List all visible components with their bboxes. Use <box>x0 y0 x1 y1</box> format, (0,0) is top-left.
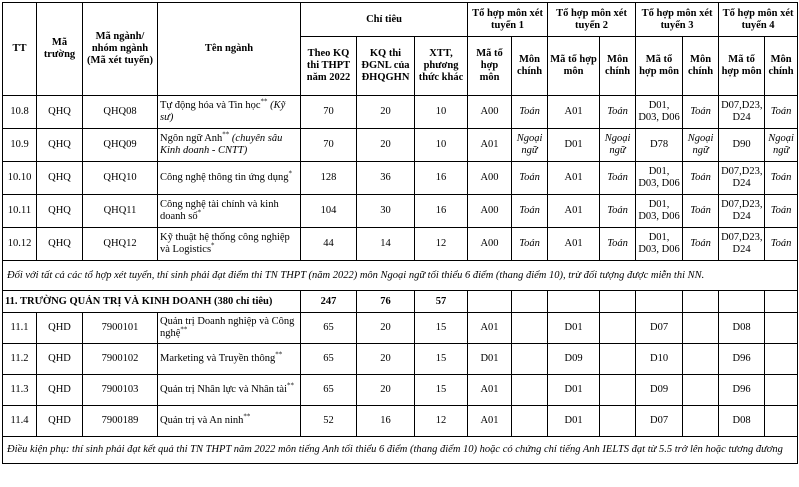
row-ct-dgnl: 16 <box>357 406 415 437</box>
row-ma-truong: QHQ <box>37 162 83 195</box>
row-tt: 11.2 <box>3 344 37 375</box>
row-to-hop-4: D07,D23, D24 <box>719 195 765 228</box>
ten-nganh-mark: ** <box>180 325 188 334</box>
row-to-hop-4: D96 <box>719 344 765 375</box>
ten-nganh-mark: ** <box>243 412 251 421</box>
row-ct-xtt: 15 <box>415 344 468 375</box>
row-tt: 11.1 <box>3 313 37 344</box>
row-to-hop-3: D01, D03, D06 <box>636 162 683 195</box>
row-ma-nganh: QHQ12 <box>83 228 158 261</box>
row-tt: 10.8 <box>3 96 37 129</box>
row-ma-truong: QHD <box>37 406 83 437</box>
header-mon-chinh: Môn chính <box>512 37 548 96</box>
row-mon-chinh-2: Toán <box>600 195 636 228</box>
row-ct-dgnl: 20 <box>357 375 415 406</box>
row-to-hop-3: D07 <box>636 406 683 437</box>
row-ct-xtt: 15 <box>415 375 468 406</box>
row-ct-thpt: 70 <box>301 96 357 129</box>
row-tt: 10.12 <box>3 228 37 261</box>
table-row <box>3 344 798 375</box>
row-mon-chinh-3: Ngoại ngữ <box>683 129 719 162</box>
ten-nganh-text: Tự động hóa và Tin học <box>160 100 261 111</box>
row-mon-chinh-1: Toán <box>512 228 548 261</box>
row-ma-truong: QHD <box>37 313 83 344</box>
header-ct-dgnl: KQ thi ĐGNL của ĐHQGHN <box>357 37 415 96</box>
row-mon-chinh-3: Toán <box>683 96 719 129</box>
note-ngoai-ngu: Đối với tất cả các tổ hợp xét tuyển, thí sinh phải đạt điểm thi TN THPT (năm 2022) môn Ngoại ngữ tối thiểu 6 điểm (thang điểm 10), trừ đối tượng được miễn thi NN. <box>3 261 798 291</box>
row-ct-xtt: 16 <box>415 195 468 228</box>
row-tt: 10.11 <box>3 195 37 228</box>
row-to-hop-1: A00 <box>468 162 512 195</box>
ten-nganh-text: Ngôn ngữ Anh <box>160 133 223 144</box>
row-to-hop-4: D07,D23, D24 <box>719 162 765 195</box>
header-to-hop-2: Tổ hợp môn xét tuyển 2 <box>548 3 636 37</box>
row-ct-dgnl: 20 <box>357 96 415 129</box>
table-row <box>3 375 798 406</box>
table-row <box>3 129 798 162</box>
row-ma-nganh: 7900101 <box>83 313 158 344</box>
row-to-hop-1: A00 <box>468 195 512 228</box>
row-to-hop-3: D09 <box>636 375 683 406</box>
header-ma-nganh: Mã ngành/ nhóm ngành (Mã xét tuyển) <box>83 3 158 96</box>
row-ma-nganh: 7900103 <box>83 375 158 406</box>
row-mon-chinh-2: Toán <box>600 162 636 195</box>
row-to-hop-3: D10 <box>636 344 683 375</box>
ten-nganh-note: (chuyên sâu Kinh doanh - CNTT) <box>160 133 283 156</box>
row-to-hop-1: D01 <box>468 344 512 375</box>
table-row <box>3 96 798 129</box>
row-tt: 11.4 <box>3 406 37 437</box>
row-ct-xtt: 10 <box>415 129 468 162</box>
header-ct-thpt: Theo KQ thi THPT năm 2022 <box>301 37 357 96</box>
row-mon-chinh-3 <box>683 375 719 406</box>
header-ten-nganh: Tên ngành <box>158 3 301 96</box>
row-ct-xtt: 12 <box>415 406 468 437</box>
row-ct-thpt: 65 <box>301 344 357 375</box>
header-ma-to-hop: Mã tổ hợp môn <box>468 37 512 96</box>
row-mon-chinh-3 <box>683 344 719 375</box>
row-to-hop-3: D01, D03, D06 <box>636 228 683 261</box>
row-to-hop-2: D01 <box>548 375 600 406</box>
header-chi-tieu: Chỉ tiêu <box>301 3 468 37</box>
note-dieu-kien-phu: Điều kiện phụ: thí sinh phải đạt kết quả thi TN THPT năm 2022 môn tiếng Anh tối thiểu 6 điểm (thang điểm 10) hoặc có chứng chỉ tiếng Anh IELTS đạt từ 5.5 trở lên hoặc tương đương <box>3 437 798 464</box>
row-mon-chinh-2: Ngoại ngữ <box>600 129 636 162</box>
section-ct-xtt: 57 <box>415 291 468 313</box>
row-ct-thpt: 70 <box>301 129 357 162</box>
row-ct-dgnl: 36 <box>357 162 415 195</box>
row-ct-xtt: 10 <box>415 96 468 129</box>
row-mon-chinh-2 <box>600 375 636 406</box>
row-to-hop-2: D01 <box>548 406 600 437</box>
ten-nganh-mark: ** <box>286 381 294 390</box>
row-to-hop-2: A01 <box>548 195 600 228</box>
header-ct-xtt: XTT, phương thức khác <box>415 37 468 96</box>
row-mon-chinh-4 <box>765 313 798 344</box>
row-mon-chinh-4: Toán <box>765 195 798 228</box>
row-ma-truong: QHQ <box>37 96 83 129</box>
row-ma-truong: QHD <box>37 375 83 406</box>
header-to-hop-1: Tổ hợp môn xét tuyển 1 <box>468 3 548 37</box>
ten-nganh-mark: ** <box>275 350 283 359</box>
ten-nganh-text: Công nghệ thông tin ứng dụng <box>160 172 289 183</box>
header-tt: TT <box>3 3 37 96</box>
row-mon-chinh-1: Ngoại ngữ <box>512 129 548 162</box>
row-ct-xtt: 15 <box>415 313 468 344</box>
row-ct-xtt: 16 <box>415 162 468 195</box>
row-ct-dgnl: 14 <box>357 228 415 261</box>
row-mon-chinh-2 <box>600 344 636 375</box>
row-ma-truong: QHQ <box>37 195 83 228</box>
header-mon-chinh: Môn chính <box>765 37 798 96</box>
row-to-hop-4: D07,D23, D24 <box>719 228 765 261</box>
row-ct-thpt: 52 <box>301 406 357 437</box>
row-to-hop-1: A01 <box>468 375 512 406</box>
table-row <box>3 313 798 344</box>
row-ct-thpt: 104 <box>301 195 357 228</box>
row-ten-nganh <box>158 129 301 162</box>
row-to-hop-2: D01 <box>548 129 600 162</box>
row-ten-nganh <box>158 313 301 344</box>
row-mon-chinh-4: Ngoại ngữ <box>765 129 798 162</box>
row-ten-nganh <box>158 406 301 437</box>
row-to-hop-4: D96 <box>719 375 765 406</box>
ten-nganh-text: Marketing và Truyền thông <box>160 353 276 364</box>
row-mon-chinh-4: Toán <box>765 228 798 261</box>
admission-table <box>2 2 798 464</box>
row-mon-chinh-3 <box>683 313 719 344</box>
table-row <box>3 406 798 437</box>
row-ma-nganh: 7900102 <box>83 344 158 375</box>
row-to-hop-1: A01 <box>468 129 512 162</box>
row-mon-chinh-4 <box>765 375 798 406</box>
row-ma-truong: QHQ <box>37 228 83 261</box>
section-ct-thpt: 247 <box>301 291 357 313</box>
header-to-hop-4: Tổ hợp môn xét tuyển 4 <box>719 3 798 37</box>
header-to-hop-3: Tổ hợp môn xét tuyển 3 <box>636 3 719 37</box>
row-ma-truong: QHQ <box>37 129 83 162</box>
table-row <box>3 195 798 228</box>
row-tt: 11.3 <box>3 375 37 406</box>
row-ct-dgnl: 30 <box>357 195 415 228</box>
row-mon-chinh-4: Toán <box>765 96 798 129</box>
row-to-hop-2: A01 <box>548 162 600 195</box>
row-to-hop-2: A01 <box>548 96 600 129</box>
row-mon-chinh-3 <box>683 406 719 437</box>
row-ma-truong: QHD <box>37 344 83 375</box>
header-ma-to-hop: Mã tổ hợp môn <box>636 37 683 96</box>
row-mon-chinh-1: Toán <box>512 162 548 195</box>
row-ct-thpt: 128 <box>301 162 357 195</box>
row-ten-nganh <box>158 96 301 129</box>
section-title: 11. TRƯỜNG QUẢN TRỊ VÀ KINH DOANH (380 chỉ tiêu) <box>3 291 301 313</box>
header-ma-truong: Mã trường <box>37 3 83 96</box>
ten-nganh-mark: * <box>211 241 215 250</box>
table-row <box>3 162 798 195</box>
row-mon-chinh-1: Toán <box>512 195 548 228</box>
row-ma-nganh: 7900189 <box>83 406 158 437</box>
row-ct-dgnl: 20 <box>357 344 415 375</box>
row-mon-chinh-1: Toán <box>512 96 548 129</box>
header-mon-chinh: Môn chính <box>600 37 636 96</box>
header-ma-to-hop: Mã tổ hợp môn <box>548 37 600 96</box>
row-ten-nganh <box>158 228 301 261</box>
row-mon-chinh-2: Toán <box>600 96 636 129</box>
section-ct-dgnl: 76 <box>357 291 415 313</box>
ten-nganh-mark: ** <box>260 97 268 106</box>
row-mon-chinh-1 <box>512 313 548 344</box>
row-mon-chinh-2: Toán <box>600 228 636 261</box>
ten-nganh-text: Quản trị Doanh nghiệp và Công nghệ <box>160 316 295 339</box>
row-tt: 10.10 <box>3 162 37 195</box>
row-ct-thpt: 65 <box>301 313 357 344</box>
row-to-hop-2: D09 <box>548 344 600 375</box>
row-to-hop-4: D07,D23, D24 <box>719 96 765 129</box>
row-mon-chinh-3: Toán <box>683 195 719 228</box>
row-to-hop-1: A00 <box>468 96 512 129</box>
row-ma-nganh: QHQ10 <box>83 162 158 195</box>
ten-nganh-text: Công nghệ tài chính và kinh doanh số <box>160 199 279 222</box>
ten-nganh-note: (Kỹ sư) <box>160 100 286 123</box>
row-mon-chinh-3: Toán <box>683 228 719 261</box>
row-mon-chinh-2 <box>600 406 636 437</box>
row-to-hop-4: D90 <box>719 129 765 162</box>
ten-nganh-text: Quản trị và An ninh <box>160 415 244 426</box>
ten-nganh-text: Quản trị Nhân lực và Nhân tài <box>160 384 287 395</box>
ten-nganh-mark: ** <box>222 130 230 139</box>
row-tt: 10.9 <box>3 129 37 162</box>
row-ten-nganh <box>158 344 301 375</box>
ten-nganh-text: Kỹ thuật hệ thống công nghiệp và Logistics <box>160 232 290 255</box>
row-to-hop-2: D01 <box>548 313 600 344</box>
row-mon-chinh-4: Toán <box>765 162 798 195</box>
row-mon-chinh-2 <box>600 313 636 344</box>
row-ct-dgnl: 20 <box>357 129 415 162</box>
row-to-hop-4: D08 <box>719 313 765 344</box>
row-to-hop-1: A00 <box>468 228 512 261</box>
row-mon-chinh-1 <box>512 344 548 375</box>
header-mon-chinh: Môn chính <box>683 37 719 96</box>
row-ct-thpt: 44 <box>301 228 357 261</box>
row-ct-xtt: 12 <box>415 228 468 261</box>
row-ma-nganh: QHQ09 <box>83 129 158 162</box>
row-mon-chinh-4 <box>765 344 798 375</box>
header-ma-to-hop: Mã tổ hợp môn <box>719 37 765 96</box>
row-ten-nganh <box>158 195 301 228</box>
row-to-hop-3: D78 <box>636 129 683 162</box>
row-ma-nganh: QHQ11 <box>83 195 158 228</box>
row-ct-thpt: 65 <box>301 375 357 406</box>
ten-nganh-mark: * <box>288 169 292 178</box>
row-to-hop-2: A01 <box>548 228 600 261</box>
row-mon-chinh-4 <box>765 406 798 437</box>
table-row <box>3 228 798 261</box>
row-mon-chinh-1 <box>512 375 548 406</box>
row-to-hop-3: D07 <box>636 313 683 344</box>
row-mon-chinh-1 <box>512 406 548 437</box>
ten-nganh-mark: * <box>197 208 202 217</box>
row-to-hop-3: D01, D03, D06 <box>636 195 683 228</box>
row-mon-chinh-3: Toán <box>683 162 719 195</box>
row-to-hop-4: D08 <box>719 406 765 437</box>
row-ten-nganh <box>158 375 301 406</box>
row-to-hop-3: D01, D03, D06 <box>636 96 683 129</box>
row-to-hop-1: A01 <box>468 313 512 344</box>
row-ten-nganh <box>158 162 301 195</box>
row-ct-dgnl: 20 <box>357 313 415 344</box>
row-to-hop-1: A01 <box>468 406 512 437</box>
row-ma-nganh: QHQ08 <box>83 96 158 129</box>
